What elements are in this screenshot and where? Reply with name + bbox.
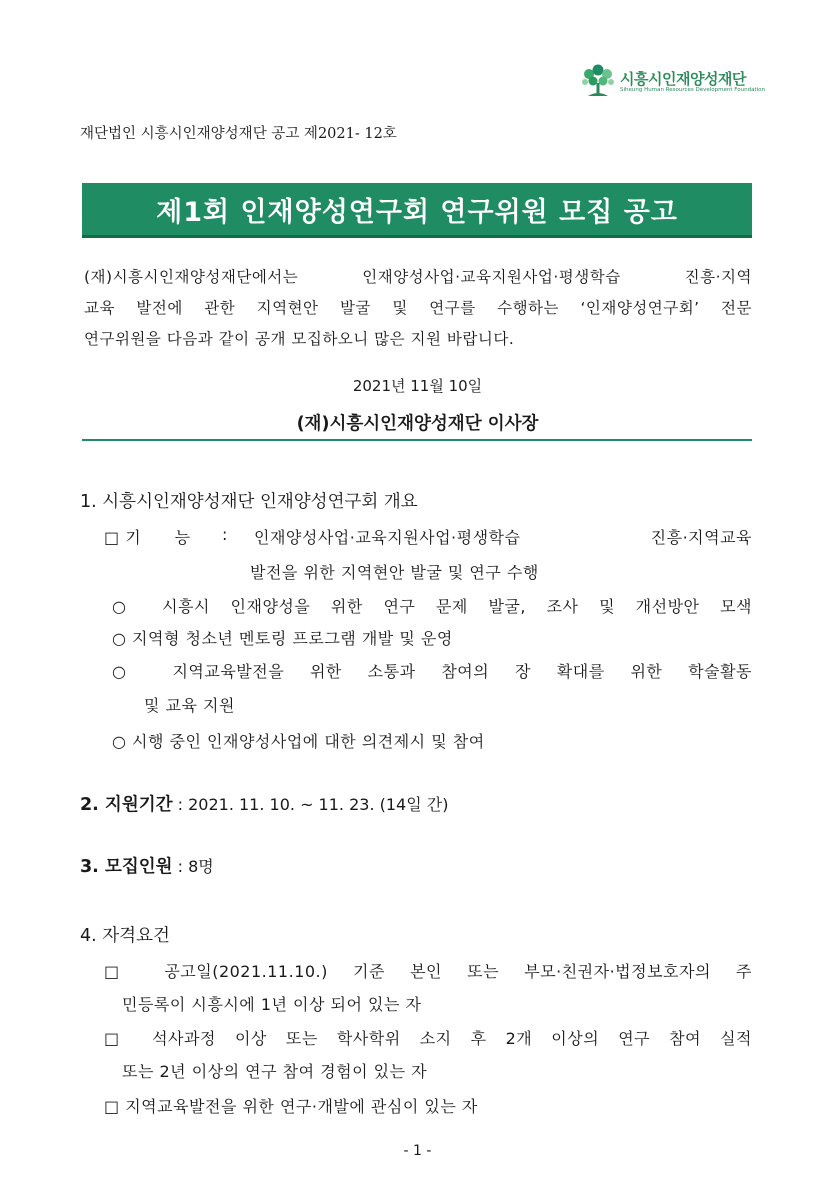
intro-line: 연구위원을 다음과 같이 공개 모집하오니 많은 지원 바랍니다. [84,330,515,348]
logo-name: 시흥시인재양성재단 [620,70,746,88]
notice-number: 재단법인 시흥시인재양성재단 공고 제2021- 12호 [80,126,397,142]
notice-date: 2021년 11월 10일 [352,377,483,395]
intro-paragraph [84,262,752,355]
section-3-value: : 8명 [172,857,214,876]
requirement-item: □ 지역교육발전을 위한 연구·개발에 관심이 있는 자 [104,1097,478,1116]
list-item: ○ 지역형 청소년 멘토링 프로그램 개발 및 운영 [112,629,453,648]
intro-line: 교육 발전에 관한 지역현안 발굴 및 연구를 수행하는 ‘인재양성연구회’ 전문 [84,299,752,317]
divider [82,439,752,441]
requirement-item: □ 석사과정 이상 또는 학사학위 소지 후 2개 이상의 연구 참여 실적 [104,1029,752,1048]
list-item: ○ 시행 중인 인재양성사업에 대한 의견제시 및 참여 [112,732,485,751]
page-number: - 1 - [403,1143,432,1159]
section-1-heading: 1. 시흥시인재양성재단 인재양성연구회 개요 [80,492,418,512]
tree-logo-icon [580,64,616,98]
section-2-value: : 2021. 11. 10. ~ 11. 23. (14일 간) [172,795,449,814]
foundation-logo [580,64,765,100]
function-description-cont: 발전을 위한 지역현안 발굴 및 연구 수행 [250,563,539,582]
function-description: 인재양성사업·교육지원사업·평생학습 진흥·지역교육 [254,528,752,547]
issuer: (재)시흥시인재양성재단 이사장 [296,414,539,434]
function-label: □ 기 능 [104,528,191,547]
section-4-heading: 4. 자격요건 [80,926,170,946]
section-2-label: 2. 지원기간 [80,795,173,815]
requirement-item: □ 공고일(2021.11.10.) 기준 본인 또는 부모·친권자·법정보호자의 주 [104,962,752,981]
requirement-item-cont: 민등록이 시흥시에 1년 이상 되어 있는 자 [122,995,422,1014]
page-title: 제1회 인재양성연구회 연구위원 모집 공고 [156,196,678,228]
list-item: ○ 지역교육발전을 위한 소통과 참여의 장 확대를 위한 학술활동 [112,662,752,681]
section-2 [80,791,448,816]
intro-line: (재)시흥시인재양성재단에서는 인재양성사업·교육지원사업·평생학습 진흥·지역 [84,268,752,286]
section-3 [80,853,214,878]
logo-subtitle: Siheung Human Resources Development Foundation [620,87,765,93]
function-separator: : [222,525,228,544]
title-banner [82,183,752,238]
list-item-cont: 및 교육 지원 [144,696,235,715]
requirement-item-cont: 또는 2년 이상의 연구 참여 경험이 있는 자 [122,1062,428,1081]
list-item: ○ 시흥시 인재양성을 위한 연구 문제 발굴, 조사 및 개선방안 모색 [112,597,752,616]
section-3-label: 3. 모집인원 [80,857,173,877]
